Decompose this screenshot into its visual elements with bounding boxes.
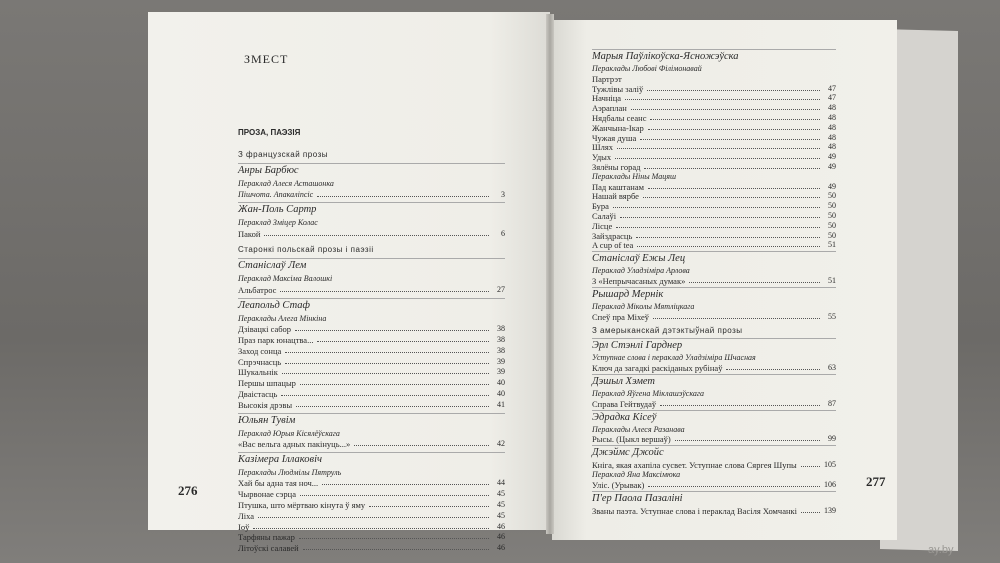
- toc-page-number: 39: [497, 356, 505, 366]
- leader-dots: [285, 363, 489, 364]
- author-divider: [238, 298, 505, 299]
- toc-entry: Тарфяны пажар: [238, 532, 295, 543]
- toc-page-number: 46: [497, 543, 505, 553]
- toc-entry: Нашай вярбе: [592, 191, 639, 202]
- toc-translator: Уступнае слова і пераклад Уладзіміра Шчасная: [592, 353, 756, 363]
- toc-page-number: 39: [497, 367, 505, 377]
- leader-dots: [648, 486, 820, 487]
- toc-page-number: 38: [497, 334, 505, 344]
- right-page-number: 277: [866, 474, 886, 489]
- leader-dots: [648, 129, 820, 130]
- toc-entry: Бура: [592, 201, 609, 212]
- toc-page-number: 42: [497, 439, 505, 448]
- toc-entry: Зялёны горад: [592, 162, 641, 172]
- author-divider: [592, 251, 836, 252]
- toc-entry: Першы шпацыр: [238, 378, 296, 389]
- leader-dots: [369, 506, 489, 507]
- toc-page-number: 48: [828, 132, 836, 142]
- author-divider: [592, 410, 836, 411]
- toc-entry: Зайздрасць: [592, 230, 633, 241]
- leader-dots: [801, 512, 820, 513]
- toc-page-number: 40: [497, 388, 505, 398]
- toc-author: Леапольд Стаф: [238, 299, 310, 311]
- leader-dots: [616, 227, 820, 228]
- toc-author: Дэшыл Хэмет: [592, 376, 655, 387]
- toc-entry: З «Непрычасаных думак»: [592, 276, 686, 286]
- leader-dots: [640, 139, 820, 140]
- toc-entry: Літоўскі салавей: [238, 543, 299, 554]
- book-spine: [546, 14, 554, 534]
- toc-entry: Лісце: [592, 220, 613, 231]
- toc-page-number: 40: [497, 378, 505, 388]
- leader-dots: [285, 352, 489, 353]
- toc-author: Эрл Стэнлі Гарднер: [592, 340, 683, 352]
- toc-page-number: 48: [828, 113, 836, 122]
- toc-entry: Дваістасць: [238, 388, 278, 399]
- leader-dots: [675, 440, 820, 441]
- leader-dots: [317, 196, 489, 197]
- toc-author: Станіслаў Ежы Лец: [592, 253, 686, 265]
- toc-page-number: 51: [828, 240, 836, 250]
- leader-dots: [660, 405, 820, 406]
- author-divider: [592, 491, 836, 492]
- toc-entry: Пад каштанам: [592, 181, 644, 192]
- leader-dots: [631, 109, 820, 110]
- toc-page-number: 105: [824, 460, 836, 470]
- toc-page-number: 45: [497, 510, 505, 520]
- toc-translator: Пераклад Яўгена Міклашэўскага: [592, 389, 705, 398]
- toc-entry: Іоў: [238, 521, 250, 532]
- toc-entry: Справа Гейтвудаў: [592, 398, 657, 409]
- toc-entry: Рысы. (Цыкл вершаў): [592, 434, 671, 445]
- toc-entry: Хай бы адна тая ноч...: [238, 478, 319, 489]
- toc-entry: Званы паэта. Уступнае слова і пераклад Васіля Хомчанкі: [592, 505, 798, 516]
- toc-entry: Партрэт: [592, 73, 622, 84]
- toc-translator: Пераклад Юрыя Кісялёўскага: [238, 428, 340, 438]
- toc-entry: A cup of tea: [592, 240, 634, 251]
- toc-entry: Заход сонца: [238, 345, 282, 356]
- toc-page-number: 44: [497, 478, 505, 488]
- leader-dots: [617, 148, 820, 149]
- leader-dots: [689, 282, 820, 283]
- toc-page-number: 47: [828, 83, 836, 93]
- toc-author: П'ер Паола Пазаліні: [592, 492, 683, 504]
- toc-entry: Тужлівы заліў: [592, 83, 644, 94]
- toc-translator: Пераклад Уладзіміра Арлова: [592, 266, 690, 276]
- toc-entry: Шукальнік: [238, 367, 278, 378]
- leader-dots: [726, 369, 820, 370]
- leader-dots: [648, 188, 820, 189]
- leader-dots: [625, 99, 820, 100]
- toc-page-number: 27: [497, 284, 505, 294]
- toc-entry: Шлях: [592, 142, 613, 153]
- leader-dots: [300, 495, 489, 496]
- leader-dots: [264, 235, 489, 236]
- toc-author: Юльян Тувім: [238, 414, 296, 426]
- toc-translator: Пераклад Алеся Асташонка: [238, 179, 334, 188]
- toc-translator: Пераклады Алеся Разанава: [592, 424, 685, 434]
- leader-dots: [258, 517, 489, 518]
- leader-dots: [299, 538, 489, 539]
- leader-dots: [653, 318, 820, 319]
- toc-section-heading: З амерыканскай дэтэктыўнай прозы: [592, 326, 743, 336]
- toc-author: Анры Барбюс: [238, 165, 299, 176]
- toc-page-number: 106: [824, 479, 836, 489]
- leader-dots: [643, 197, 820, 198]
- leader-dots: [644, 168, 820, 169]
- toc-translator: Пераклады Любові Філімонавай: [592, 64, 702, 73]
- toc-entry: Удых: [592, 152, 612, 163]
- toc-author: Станіслаў Лем: [238, 260, 307, 272]
- toc-translator: Пераклад Максіма Валошкі: [238, 274, 333, 284]
- toc-page-number: 51: [828, 276, 836, 285]
- toc-translator: Пераклады Алега Мінкіна: [238, 313, 327, 323]
- toc-page-number: 49: [828, 152, 836, 162]
- author-divider: [592, 338, 836, 339]
- toc-page-number: 48: [828, 142, 836, 152]
- toc-entry: Дзівацкі сабор: [238, 324, 292, 335]
- toc-entry: Ключ да загадкі раскіданых рубінаў: [592, 363, 723, 374]
- leader-dots: [322, 484, 489, 485]
- toc-page-number: 50: [828, 220, 836, 230]
- toc-page-number: 55: [828, 311, 836, 321]
- leader-dots: [282, 373, 489, 374]
- leader-dots: [613, 207, 820, 208]
- toc-heading: ЗМЕСТ: [244, 52, 289, 66]
- toc-translator: Пераклады Людмілы Пятруль: [238, 467, 342, 477]
- leader-dots: [637, 246, 820, 247]
- left-page-number: 276: [178, 483, 198, 498]
- toc-entry: Ліха: [238, 510, 255, 521]
- toc-page-number: 45: [497, 489, 505, 499]
- toc-author: Эдрадка Кісеў: [592, 411, 657, 423]
- toc-entry: Альбатрос: [238, 284, 277, 295]
- toc-author: Джэймс Джойс: [592, 447, 664, 459]
- toc-page-number: 47: [828, 93, 836, 103]
- toc-page-number: 139: [824, 505, 836, 515]
- watermark: ay.by: [928, 544, 954, 556]
- author-divider: [238, 413, 505, 414]
- toc-entry: Салаўі: [592, 211, 617, 221]
- toc-entry: Птушка, што мёртваю кінута ў яму: [238, 499, 366, 510]
- toc-page-number: 46: [497, 532, 505, 542]
- toc-page-number: 87: [828, 398, 836, 408]
- toc-section-heading: ПРОЗА, ПАЭЗІЯ: [238, 128, 301, 137]
- leader-dots: [636, 237, 820, 238]
- leader-dots: [620, 217, 820, 218]
- leader-dots: [615, 158, 820, 159]
- leader-dots: [300, 384, 489, 385]
- toc-author: Марыя Паўлікоўска-Ясножэўска: [592, 51, 739, 62]
- toc-author: Жан-Поль Сартр: [238, 204, 317, 215]
- toc-entry: Начніца: [592, 93, 622, 104]
- toc-page-number: 99: [828, 434, 836, 444]
- toc-section-heading: Старонкі польскай прозы і паэзіі: [238, 245, 374, 255]
- toc-page-number: 38: [497, 345, 505, 355]
- toc-entry: Спеў пра Міхеў: [592, 311, 650, 322]
- leader-dots: [253, 528, 489, 529]
- leader-dots: [650, 119, 820, 120]
- toc-translator: Пішчота. Апакаліпсіс: [238, 189, 314, 199]
- toc-entry: Уліс. (Урывак): [592, 479, 645, 490]
- author-divider: [238, 258, 505, 259]
- toc-page-number: 6: [501, 228, 505, 238]
- toc-page-number: 50: [828, 191, 836, 201]
- leader-dots: [303, 549, 489, 550]
- toc-translator: Пераклады Ніны Мацяш: [592, 171, 676, 181]
- leader-dots: [296, 406, 489, 407]
- toc-entry: Пакой: [238, 228, 261, 239]
- leader-dots: [647, 90, 820, 91]
- toc-page-number: 48: [828, 103, 836, 113]
- leader-dots: [295, 330, 489, 331]
- toc-translator: Пераклад Яна Максімюка: [592, 470, 681, 479]
- toc-page-number: 49: [828, 162, 836, 171]
- toc-page-number: 45: [497, 499, 505, 509]
- toc-page-number: 50: [828, 211, 836, 220]
- author-divider: [592, 49, 836, 50]
- toc-page-number: 50: [828, 201, 836, 211]
- toc-entry: Жанчына-Ікар: [592, 122, 644, 133]
- toc-page-number: 46: [497, 521, 505, 531]
- leader-dots: [317, 341, 489, 342]
- author-divider: [592, 374, 836, 375]
- toc-entry: Нядбалы сеанс: [592, 113, 647, 123]
- author-divider: [238, 202, 505, 203]
- toc-entry: Чужая душа: [592, 132, 637, 143]
- toc-entry: Кніга, якая ахапіла сусвет. Уступнае слова Сяргея Шупы: [592, 460, 797, 471]
- author-divider: [592, 287, 836, 288]
- toc-page-number: 50: [828, 230, 836, 240]
- leader-dots: [280, 291, 489, 292]
- leader-dots: [801, 466, 820, 467]
- toc-entry: «Вас вельга адных пакінуць...»: [238, 439, 351, 449]
- author-divider: [238, 452, 505, 453]
- toc-page-number: 48: [828, 122, 836, 132]
- toc-author: Рышард Мернік: [592, 288, 664, 300]
- toc-translator: Пераклад Міколы Мятліцкага: [592, 301, 695, 311]
- leader-dots: [354, 445, 489, 446]
- toc-page-number: 38: [497, 324, 505, 334]
- toc-page-number: 63: [828, 363, 836, 373]
- author-divider: [592, 445, 836, 446]
- toc-entry: Аэраплан: [592, 103, 627, 114]
- toc-entry: Чырвонае сэрца: [238, 489, 297, 500]
- toc-page-number: 3: [501, 189, 505, 199]
- toc-translator: Пераклад Зміцер Колас: [238, 218, 318, 227]
- toc-page-number: 49: [828, 181, 836, 191]
- author-divider: [238, 163, 505, 164]
- toc-entry: Спрэчнасць: [238, 356, 282, 367]
- toc-page-number: 41: [497, 399, 505, 409]
- toc-author: Казімера Іллаковіч: [238, 453, 322, 465]
- toc-section-heading: З французскай прозы: [238, 150, 328, 159]
- leader-dots: [281, 395, 489, 396]
- toc-entry: Высокія дрэвы: [238, 399, 293, 410]
- toc-entry: Праз парк юнацтва...: [238, 334, 314, 345]
